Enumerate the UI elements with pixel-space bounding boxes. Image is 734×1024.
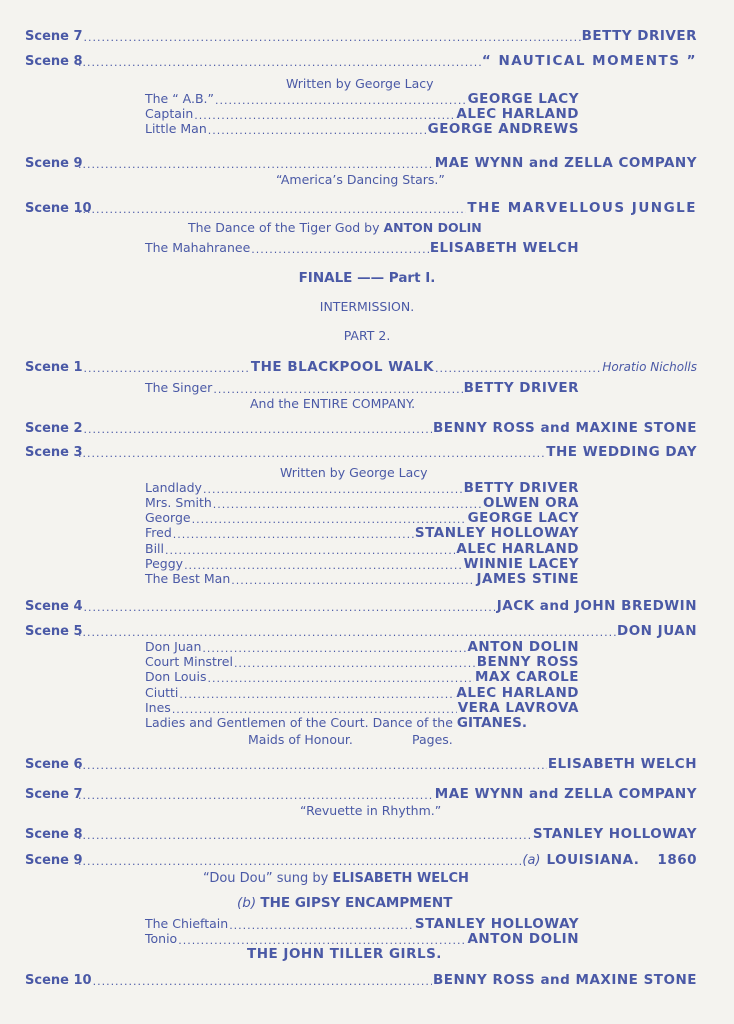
role-name: Court Minstrel [145,654,233,669]
act-name: BENNY ROSS and MAXINE STONE [432,972,697,988]
leader-dots [84,422,432,438]
role-name: The “ A.B.” [145,91,215,106]
sung-performer: ELISABETH WELCH [332,871,469,886]
scene-label: Scene 10 [25,201,92,216]
court-text: Ladies and Gentlemen of the Court. Dance of the [145,715,453,730]
actor-name: ELISABETH WELCH [429,240,579,256]
scene-row [25,826,697,843]
leader-dots [78,854,521,870]
act-name: MAE WYNN and ZELLA COMPANY [434,155,697,171]
scene-label: Scene 3 [25,445,83,460]
actor-name: OLWEN ORA [483,495,579,511]
act-name: DON JUAN [617,623,697,639]
scene-label: Scene 9 [25,156,83,171]
scene-row [25,28,697,45]
scene-label: Scene 2 [25,421,83,436]
scene-row [25,53,697,70]
role-name: The Mahahranee [145,240,251,255]
actor-name: STANLEY HOLLOWAY [414,525,579,541]
role-name: Don Juan [145,639,202,654]
tiller-girls: THE JOHN TILLER GIRLS. [247,946,442,962]
act-name: ELISABETH WELCH [547,756,697,772]
finale-heading: FINALE —— Part I. [298,270,436,286]
intermission-heading: INTERMISSION. [319,299,415,314]
act-name: THE BLACKPOOL WALK [250,359,434,375]
written-by: Written by George Lacy [286,76,434,91]
act-name: MAE WYNN and ZELLA COMPANY [434,786,697,802]
b-prefix: (b) [237,895,257,911]
scene-label: Scene 9 [25,853,83,868]
scene-label: Scene 5 [25,624,83,639]
actor-name: ALEC HARLAND [456,685,579,701]
leader-dots [435,361,601,377]
role-name: The Chieftain [145,916,229,931]
role-name: Mrs. Smith [145,495,212,510]
pages: Pages. [412,732,453,747]
actor-name: WINNIE LACEY [463,556,579,572]
scene-row [25,444,697,461]
act-year: 1860 [657,852,697,868]
actor-name: JAMES STINE [476,571,579,587]
act-name: BENNY ROSS and MAXINE STONE [432,420,697,436]
scene-row [25,972,697,989]
gipsy-heading [237,895,452,911]
leader-dots [84,600,496,616]
role-name: Bill [145,541,164,556]
cast-row [145,240,579,257]
role-name: Fred [145,525,172,540]
company-note: And the ENTIRE COMPANY. [250,396,416,411]
actor-name: MAX CAROLE [474,669,579,685]
actor-name: BETTY DRIVER [463,380,579,396]
leader-dots [78,157,434,173]
act-prefix: (a) [522,853,541,868]
act-name: THE MARVELLOUS JUNGLE [467,200,697,216]
dance-text: The Dance of the Tiger God by [188,220,380,235]
actor-name: GEORGE ANDREWS [427,121,579,137]
scene-label: Scene 1 [25,360,83,375]
actor-name: ALEC HARLAND [456,106,579,122]
role-name: Little Man [145,121,207,136]
role-name: Ines [145,700,171,715]
scene-row [25,359,697,376]
court-line [145,715,527,731]
gipsy-act: THE GIPSY ENCAMPMENT [260,895,453,911]
cast-row [145,669,579,686]
leader-dots [84,30,581,46]
actor-name: ALEC HARLAND [456,541,579,557]
scene-row [25,200,697,217]
leader-dots [78,446,545,462]
scene-label: Scene 7 [25,29,83,44]
leader-dots [78,202,466,218]
cast-row [145,525,579,542]
scene-row [25,786,697,803]
scene-row [25,420,697,437]
leader-dots [78,758,547,774]
role-name: Captain [145,106,194,121]
act-name: LOUISIANA. [546,852,640,868]
scene-subtitle: “America’s Dancing Stars.” [276,172,445,187]
role-name: Tonio [145,931,178,946]
scene-label: Scene 8 [25,54,83,69]
actor-name: GEORGE LACY [467,510,579,526]
actor-name: BETTY DRIVER [463,480,579,496]
act-name: “ NAUTICAL MOMENTS ” [481,53,697,69]
scene-label: Scene 4 [25,599,83,614]
dance-line [188,220,482,235]
scene-label: Scene 7 [25,787,83,802]
scene-row [25,623,697,640]
scene-row [25,852,697,869]
actor-name: ANTON DOLIN [467,639,579,655]
actor-name: STANLEY HOLLOWAY [414,916,579,932]
act-name: THE WEDDING DAY [546,444,697,460]
act-name: BETTY DRIVER [581,28,697,44]
actor-name: BENNY ROSS [476,654,579,670]
scene-row [25,598,697,615]
actor-name: GEORGE LACY [467,91,579,107]
scene-label: Scene 8 [25,827,83,842]
dance-performer: ANTON DOLIN [383,220,482,235]
scene-row [25,756,697,773]
court-act: GITANES. [456,715,527,731]
leader-dots [78,55,481,71]
role-name: The Singer [145,380,213,395]
sung-line [203,871,469,886]
maids-of-honour: Maids of Honour. [248,732,353,747]
scene-row [25,155,697,172]
role-name: The Best Man [145,571,231,586]
role-name: Ciutti [145,685,179,700]
written-by: Written by George Lacy [280,465,428,480]
role-name: Don Louis [145,669,207,684]
sung-text: “Dou Dou” sung by [203,871,329,886]
part2-heading: PART 2. [343,328,391,343]
actor-name: VERA LAVROVA [457,700,579,716]
act-name: JACK and JOHN BREDWIN [496,598,697,614]
role-name: George [145,510,191,525]
leader-dots [78,788,434,804]
leader-dots [78,828,532,844]
scene-label: Scene 6 [25,757,83,772]
leader-dots [84,361,250,377]
actor-name: ANTON DOLIN [467,931,579,947]
leader-dots [93,974,432,990]
leader-dots [251,242,429,258]
role-name: Landlady [145,480,202,495]
composer-name: Horatio Nicholls [602,360,697,374]
leader-dots [208,123,427,139]
cast-row [145,571,579,588]
role-name: Peggy [145,556,184,571]
act-name: STANLEY HOLLOWAY [532,826,697,842]
scene-subtitle: “Revuette in Rhythm.” [300,803,442,818]
leader-dots [231,573,475,589]
scene-label: Scene 10 [25,973,92,988]
cast-row [145,121,579,138]
cast-row [145,380,579,397]
